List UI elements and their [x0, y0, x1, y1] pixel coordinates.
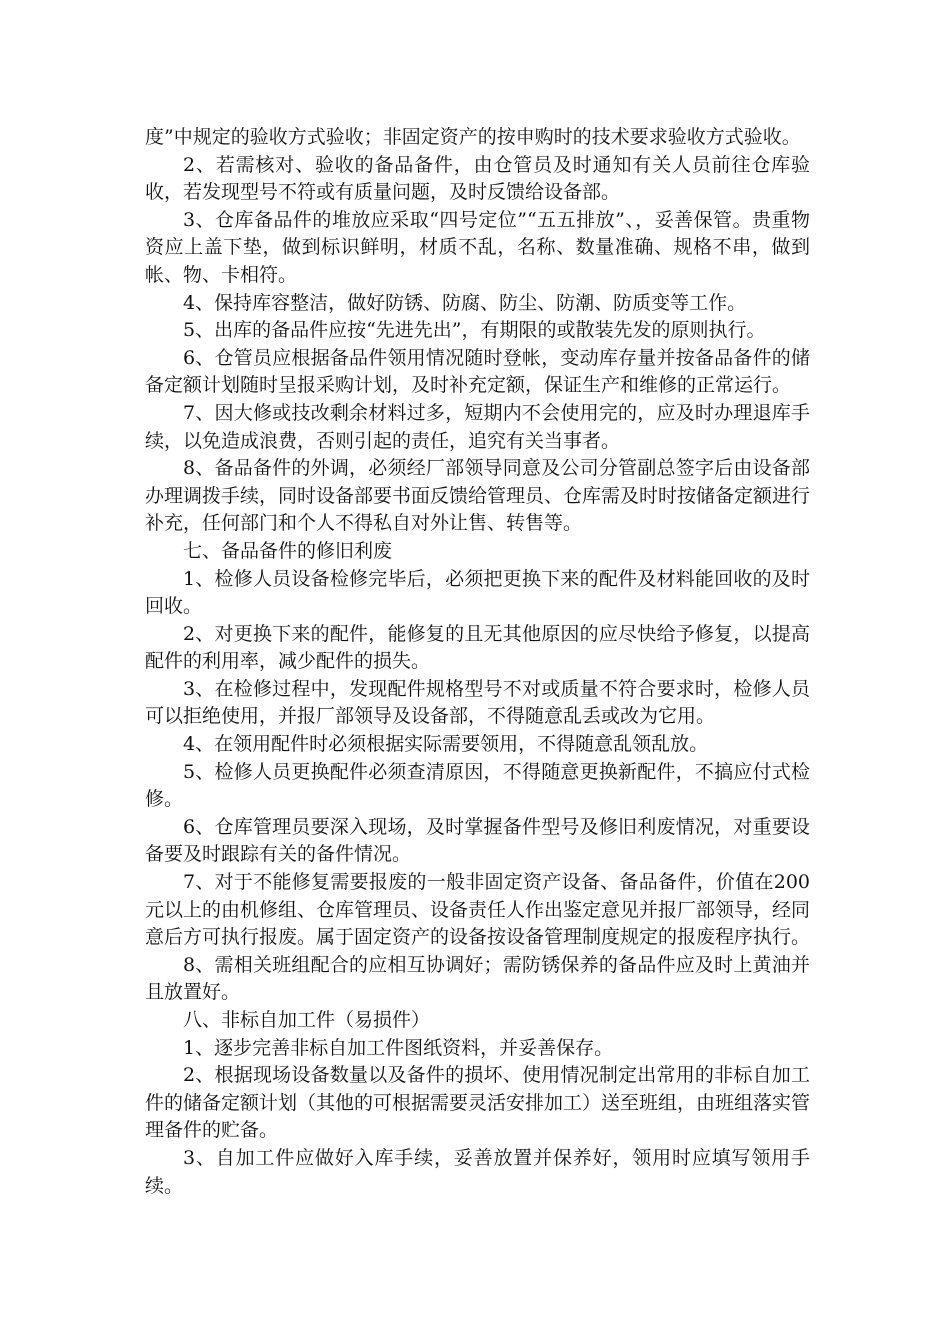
- paragraph-item-5: 5、出库的备品件应按“先进先出”，有期限的或散装先发的原则执行。: [183, 319, 766, 342]
- section-heading-7: 七、备品备件的修旧利废: [183, 539, 393, 562]
- paragraph-item-8: 8、备品备件的外调，必须经厂部领导同意及公司分管副总签字后由设备部办理调拨手续，同时设备部要书面反馈给管理员、仓库需及时时按储备定额进行补充，任何部门和个人不得私自对外让售、转售等。: [145, 457, 811, 535]
- paragraph-item-6: 6、仓管员应根据备品件领用情况随时登帐，变动库存量并按备品备件的储备定额计划随时呈报采购计划，及时补充定额，保证生产和维修的正常运行。: [145, 346, 810, 397]
- paragraph-s7-item-5: 5、检修人员更换配件必须查清原因，不得随意更换新配件，不搞应付式检修。: [145, 760, 810, 811]
- paragraph-s7-item-3: 3、在检修过程中，发现配件规格型号不对或质量不符合要求时，检修人员可以拒绝使用，并报厂部领导及设备部，不得随意乱丢或改为它用。: [145, 677, 810, 728]
- paragraph-s7-item-8: 8、需相关班组配合的应相互协调好；需防锈保养的备品件应及时上黄油并且放置好。: [145, 953, 810, 1004]
- paragraph-s7-item-4: 4、在领用配件时必须根据实际需要领用，不得随意乱领乱放。: [183, 733, 709, 756]
- paragraph-s7-item-7: 7、对于不能修复需要报废的一般非固定资产设备、备品备件，价值在200元以上的由机修组、仓库管理员、设备责任人作出鉴定意见并报厂部领导，经同意后方可执行报废。属于固定资产的设备按设备管理制度规定的报废程序执行。: [145, 871, 811, 949]
- paragraph-s8-item-3: 3、自加工件应做好入库手续，妥善放置并保养好，领用时应填写领用手续。: [145, 1146, 810, 1197]
- paragraph-item-4: 4、保持库容整洁，做好防锈、防腐、防尘、防潮、防质变等工作。: [183, 291, 747, 314]
- paragraph-item-7: 7、因大修或技改剩余材料过多，短期内不会使用完的，应及时办理退库手续，以免造成浪费，否则引起的责任，追究有关当事者。: [145, 401, 810, 452]
- paragraph-s7-item-6: 6、仓库管理员要深入现场，及时掌握备件型号及修旧利废情况，对重要设备要及时跟踪有关的备件情况。: [145, 815, 810, 866]
- paragraph-continuation: 度”中规定的验收方式验收；非固定资产的按申购时的技术要求验收方式验收。: [145, 126, 801, 148]
- paragraph-s8-item-2: 2、根据现场设备数量以及备件的损坏、使用情况制定出常用的非标自加工件的储备定额计划（其他的可根据需要灵活安排加工）送至班组，由班组落实管理备件的贮备。: [145, 1064, 811, 1142]
- document-body: [145, 124, 810, 1200]
- paragraph-s8-item-1: 1、逐步完善非标自加工件图纸资料，并妥善保存。: [183, 1036, 614, 1059]
- paragraph-item-3: 3、仓库备品件的堆放应采取“四号定位”“五五排放”、，妥善保管。贵重物资应上盖下垫，做到标识鲜明，材质不乱，名称、数量准确、规格不串，做到帐、物、卡相符。: [145, 208, 810, 286]
- paragraph-s7-item-2: 2、对更换下来的配件，能修复的且无其他原因的应尽快给予修复，以提高配件的利用率，减少配件的损失。: [145, 622, 810, 673]
- paragraph-s7-item-1: 1、检修人员设备检修完毕后，必须把更换下来的配件及材料能回收的及时回收。: [145, 567, 810, 618]
- section-heading-8: 八、非标自加工件（易损件）: [183, 1009, 431, 1031]
- paragraph-item-2: 2、若需核对、验收的备品备件，由仓管员及时通知有关人员前往仓库验收，若发现型号不符或有质量问题，及时反馈给设备部。: [145, 153, 810, 204]
